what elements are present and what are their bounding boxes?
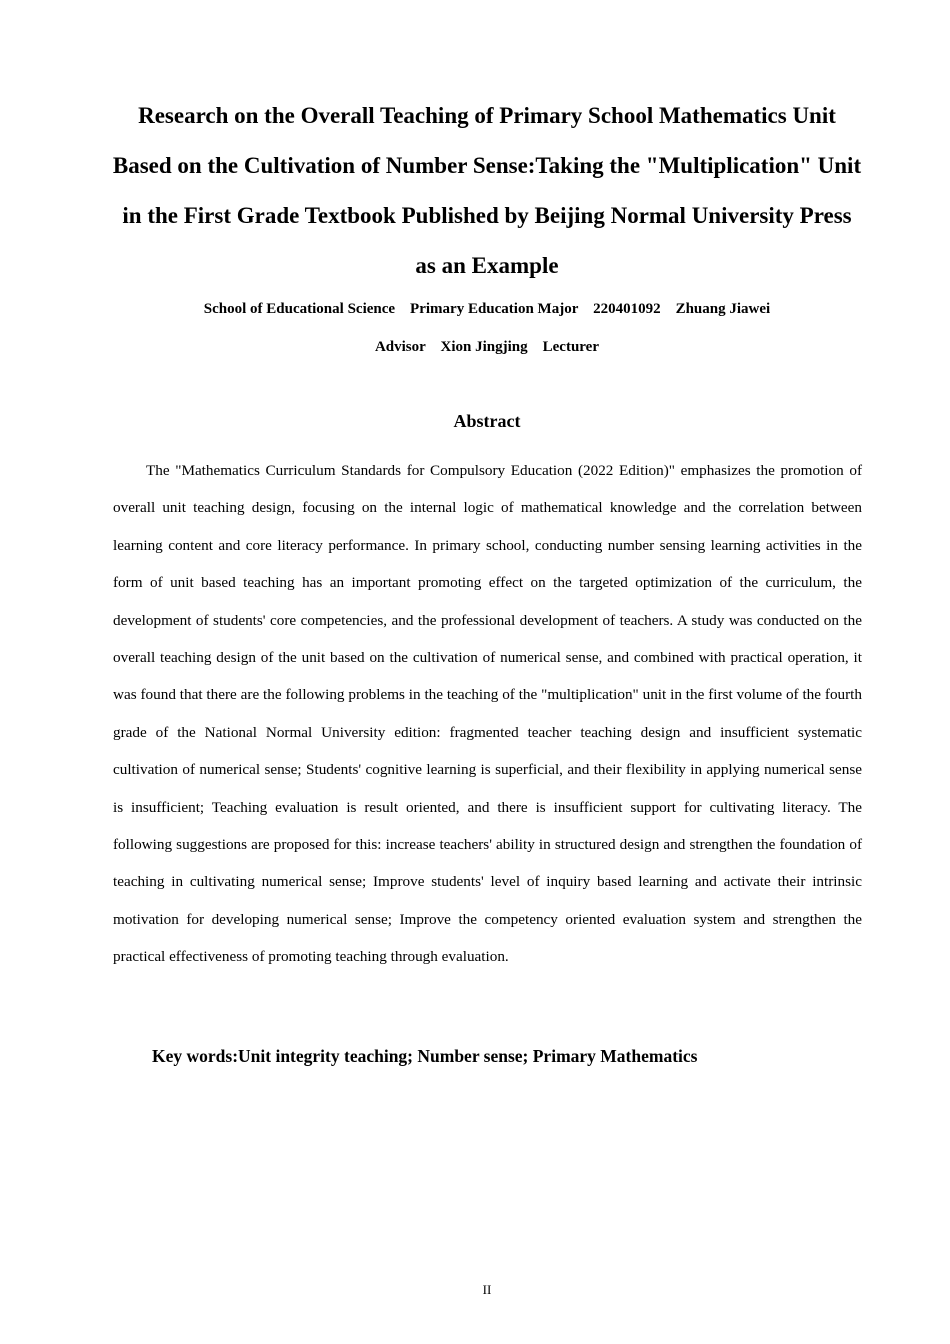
page-number: II	[482, 1282, 492, 1297]
advisor-info-line: Advisor Xion Jingjing Lecturer	[374, 339, 600, 355]
abstract-heading: Abstract	[453, 411, 521, 431]
keywords-line: Key words:Unit integrity teaching; Number sense; Primary Mathematics	[152, 1046, 698, 1066]
abstract-body: The "Mathematics Curriculum Standards for Compulsory Education (2022 Edition)" emphasizes the promotion of overall unit teaching design, focusing on the internal logic of mathematical knowledge and the correlation between learning content and core literacy performance. In primary school, conducting number sensing learning activities in the form of unit based teaching has an important promoting effect on the targeted optimization of the curriculum, the development of students' core competencies, and the professional development of teachers. A study was conducted on the overall teaching design of the unit based on the cultivation of numerical sense, and combined with practical operation, it was found that there are the following problems in the teaching of the "multiplication" unit in the first volume of the fourth grade of the National Normal University edition: fragmented teacher teaching design and insufficient systematic cultivation of numerical sense; Students' cognitive learning is superficial, and their flexibility in applying numerical sense is insufficient; Teaching evaluation is result oriented, and there is insufficient support for cultivating literacy. The following suggestions are proposed for this: increase teachers' ability in structured design and strengthen the foundation of teaching in cultivating numerical sense; Improve students' level of inquiry based learning and activate their intrinsic motivation for developing numerical sense; Improve the competency oriented evaluation system and strengthen the practical effectiveness of promoting teaching through evaluation.	[113, 462, 862, 966]
paper-title: Research on the Overall Teaching of Primary School Mathematics Unit Based on the Cultivation of Number Sense:Taking the "Multiplication" Unit in the First Grade Textbook Published by Beijing Normal University Press as an Example	[112, 103, 862, 278]
author-info-line: School of Educational Science Primary Education Major 220401092 Zhuang Jiawei	[203, 301, 771, 317]
